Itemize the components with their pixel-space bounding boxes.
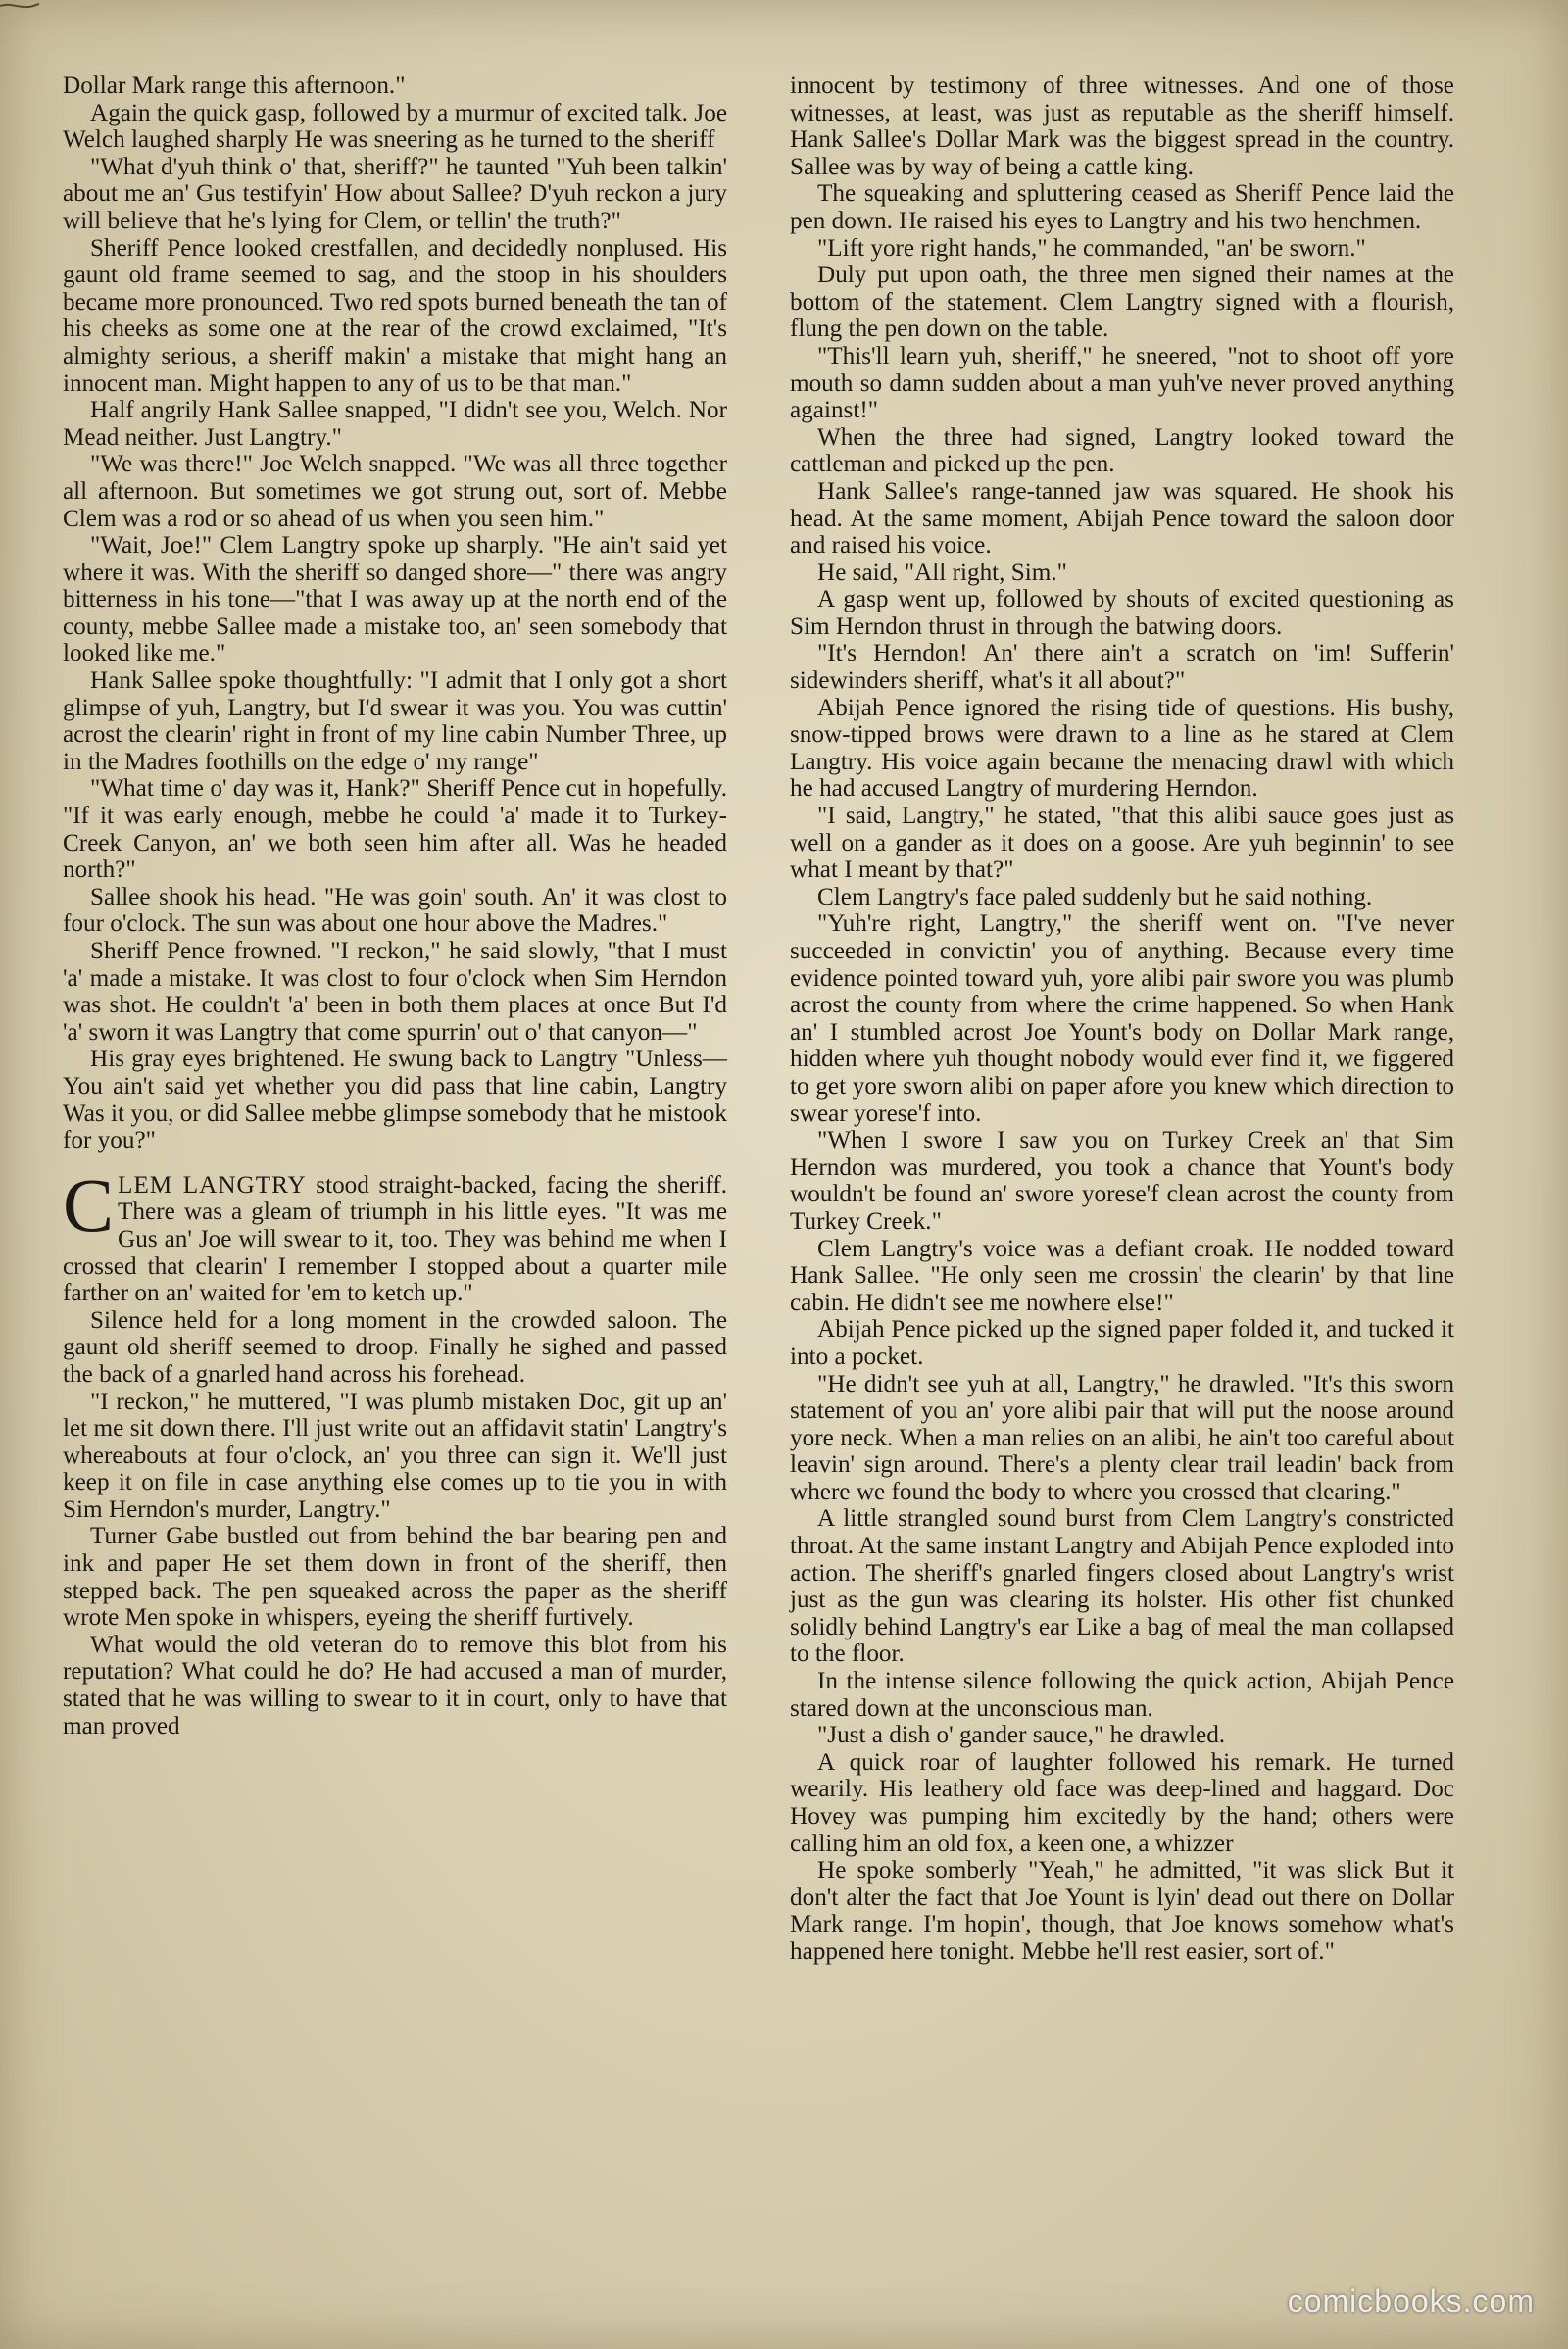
site-watermark: comicbooks.com (1287, 2283, 1535, 2319)
drop-cap: C (63, 1161, 115, 1248)
paragraph: Hank Sallee's range-tanned jaw was squared. He shook his head. At the same moment, Abijah Pence toward the saloon door and raised his voice. (790, 477, 1454, 560)
left-column (63, 73, 727, 1739)
paragraph: "What d'yuh think o' that, sheriff?" he taunted "Yuh been talkin' about me an' Gus testifyin' How about Sallee? D'yuh reckon a jury will believe that he's lying for Clem, or tellin' the truth?" (63, 153, 727, 234)
paragraph: "I reckon," he muttered, "I was plumb mistaken Doc, git up an' let me sit down there. I'll just write out an affidavit statin' Langtry's whereabouts at four o'clock, an' you three can sign it. We'll just keep it on file in case anything else comes up to tie you in with Sim Herndon's murder, Langtry." (63, 1388, 727, 1523)
paragraph: "Wait, Joe!" Clem Langtry spoke up sharply. "He ain't said yet where it was. With the sheriff so danged shore—" there was angry bitterness in his tone—"that I was away up at the north end of the county, mebbe Sallee made a mistake too, an' seen somebody that looked like me." (63, 532, 727, 667)
paragraph: A quick roar of laughter followed his remark. He turned wearily. His leathery old face was deep-lined and haggard. Doc Hovey was pumping him excitedly by the hand; others were calling him an old fox, a keen one, a whizzer (790, 1748, 1454, 1857)
section-opening-paragraph (63, 1161, 727, 1307)
paragraph: innocent by testimony of three witnesses. And one of those witnesses, at least, was just as reputable as the sheriff himself. Hank Sallee's Dollar Mark was the biggest spread in the country. Sallee was by way of being a cattle king. (790, 73, 1454, 180)
paragraph: The squeaking and spluttering ceased as Sheriff Pence laid the pen down. He raised his eyes to Langtry and his two henchmen. (790, 180, 1454, 234)
paragraph: Abijah Pence picked up the signed paper folded it, and tucked it into a pocket. (790, 1316, 1454, 1370)
paragraph: Duly put upon oath, the three men signed their names at the bottom of the statement. Clem Langtry signed with a flourish, flung the pen down on the table. (790, 262, 1454, 343)
paragraph: When the three had signed, Langtry looked toward the cattleman and picked up the pen. (790, 423, 1454, 478)
page-corner-mark (0, 0, 59, 29)
paragraph: Turner Gabe bustled out from behind the bar bearing pen and ink and paper He set them down in front of the sheriff, then stepped back. The pen squeaked across the paper as the sheriff wrote Men spoke in whispers, eyeing the sheriff furtively. (63, 1523, 727, 1632)
paragraph: "When I swore I saw you on Turkey Creek an' that Sim Herndon was murdered, you took a chance that Yount's body wouldn't be found an' swore yorese'f clean acrost the county from Turkey Creek." (790, 1127, 1454, 1235)
paragraph: Half angrily Hank Sallee snapped, "I didn't see you, Welch. Nor Mead neither. Just Langtry." (63, 397, 727, 451)
paragraph: His gray eyes brightened. He swung back to Langtry "Unless—You ain't said yet whether you did pass that line cabin, Langtry Was it you, or did Sallee mebbe glimpse somebody that he mistook for you?" (63, 1046, 727, 1154)
section-caps: LEM LANGTRY (118, 1171, 307, 1199)
paragraph: "We was there!" Joe Welch snapped. "We was all three together all afternoon. But sometimes we got strung out, sort of. Mebbe Clem was a rod or so ahead of us when you seen him." (63, 451, 727, 532)
paragraph: Sallee shook his head. "He was goin' south. An' it was clost to four o'clock. The sun was about one hour above the Madres." (63, 883, 727, 938)
right-column (790, 73, 1454, 1966)
paragraph: In the intense silence following the quick action, Abijah Pence stared down at the unconscious man. (790, 1668, 1454, 1722)
paragraph: Clem Langtry's voice was a defiant croak. He nodded toward Hank Sallee. "He only seen me crossin' the clearin' by that line cabin. He didn't see me nowhere else!" (790, 1235, 1454, 1316)
paragraph: A little strangled sound burst from Clem Langtry's constricted throat. At the same instant Langtry and Abijah Pence exploded into action. The sheriff's gnarled fingers closed about Langtry's wrist just as the gun was clearing its holster. His other fist chunked solidly behind Langtry's ear Like a bag of meal the man collapsed to the floor. (790, 1505, 1454, 1668)
paragraph: Again the quick gasp, followed by a murmur of excited talk. Joe Welch laughed sharply He was sneering as he turned to the sheriff (63, 99, 727, 154)
paragraph: He spoke somberly "Yeah," he admitted, "it was slick But it don't alter the fact that Joe Yount is lyin' dead out there on Dollar Mark range. I'm hopin', though, that Joe knows somehow what's happened here tonight. Mebbe he'll rest easier, sort of." (790, 1857, 1454, 1965)
paragraph: "He didn't see yuh at all, Langtry," he drawled. "It's this sworn statement of you an' yore alibi pair that will put the noose around yore neck. When a man relies on an alibi, he ain't too careful about leavin' sign around. There's a plenty clear trail leadin' back from where we found the body to where you crossed that clearing." (790, 1370, 1454, 1505)
paragraph: "Yuh're right, Langtry," the sheriff went on. "I've never succeeded in convictin' you of anything. Because every time evidence pointed toward yuh, yore alibi pair swore you was plumb acrost the county from where the crime happened. So when Hank an' I stumbled acrost Joe Yount's body on Dollar Mark range, hidden where yuh thought nobody would ever find it, we figgered to get yore sworn alibi on paper afore you knew which direction to swear yorese'f into. (790, 910, 1454, 1127)
paragraph: Dollar Mark range this afternoon." (63, 73, 406, 99)
paragraph: "Lift yore right hands," he commanded, "an' be sworn." (817, 234, 1366, 262)
paragraph: What would the old veteran do to remove this blot from his reputation? What could he do? He had accused a man of murder, stated that he was willing to swear to it in court, only to have that man proved (63, 1631, 727, 1739)
paragraph: "What time o' day was it, Hank?" Sheriff Pence cut in hopefully. "If it was early enough, mebbe he could 'a' made it to Turkey-Creek Canyon, an' we both seen him after all. Was he headed north?" (63, 775, 727, 884)
paragraph: Hank Sallee spoke thoughtfully: "I admit that I only got a short glimpse of yuh, Langtry, but I'd swear it was you. You was cuttin' acrost the clearin' right in front of my line cabin Number Three, up in the Madres foothills on the edge o' my range" (63, 667, 727, 775)
paragraph: Abijah Pence ignored the rising tide of questions. His bushy, snow-tipped brows were drawn to a line as he stared at Clem Langtry. His voice again became the menacing drawl with which he had accused Langtry of murdering Herndon. (790, 694, 1454, 803)
paragraph: Clem Langtry's face paled suddenly but he said nothing. (817, 883, 1373, 910)
paragraph: Sheriff Pence looked crestfallen, and decidedly nonplused. His gaunt old frame seemed to sag, and the stoop in his shoulders became more pronounced. Two red spots burned beneath the tan of his cheeks as some one at the rear of the crowd exclaimed, "It's almighty serious, a sheriff makin' a mistake that might hang an innocent man. Might happen to any of us to be that man." (63, 234, 727, 397)
paragraph: A gasp went up, followed by shouts of excited questioning as Sim Herndon thrust in through the batwing doors. (790, 586, 1454, 640)
paragraph: He said, "All right, Sim." (817, 559, 1067, 586)
section-text: stood straight-backed, facing the sheriff. There was a gleam of triumph in his little eyes. "It was me Gus an' Joe will swear to it, too. They was behind me when I crossed that clearin' I remember I stopped about a quarter mile farther on an' waited for 'em to ketch up." (63, 1171, 727, 1307)
paragraph: "It's Herndon! An' there ain't a scratch on 'im! Sufferin' sidewinders sheriff, what's it all about?" (790, 640, 1454, 695)
paragraph: "This'll learn yuh, sheriff," he sneered, "not to shoot off yore mouth so damn sudden about a man yuh've never proved anything against!" (790, 342, 1454, 424)
paragraph: Silence held for a long moment in the crowded saloon. The gaunt old sheriff seemed to droop. Finally he sighed and passed the back of a gnarled hand across his forehead. (63, 1306, 727, 1388)
paragraph: Sheriff Pence frowned. "I reckon," he said slowly, "that I must 'a' made a mistake. It was clost to four o'clock when Sim Herndon was shot. He couldn't 'a' been in both them places at once But I'd 'a' sworn it was Langtry that come spurrin' out o' that canyon—" (63, 938, 727, 1046)
paragraph: "I said, Langtry," he stated, "that this alibi sauce goes just as well on a gander as it does on a goose. Are yuh beginnin' to see what I meant by that?" (790, 803, 1454, 884)
paragraph: "Just a dish o' gander sauce," he drawled. (817, 1722, 1226, 1749)
